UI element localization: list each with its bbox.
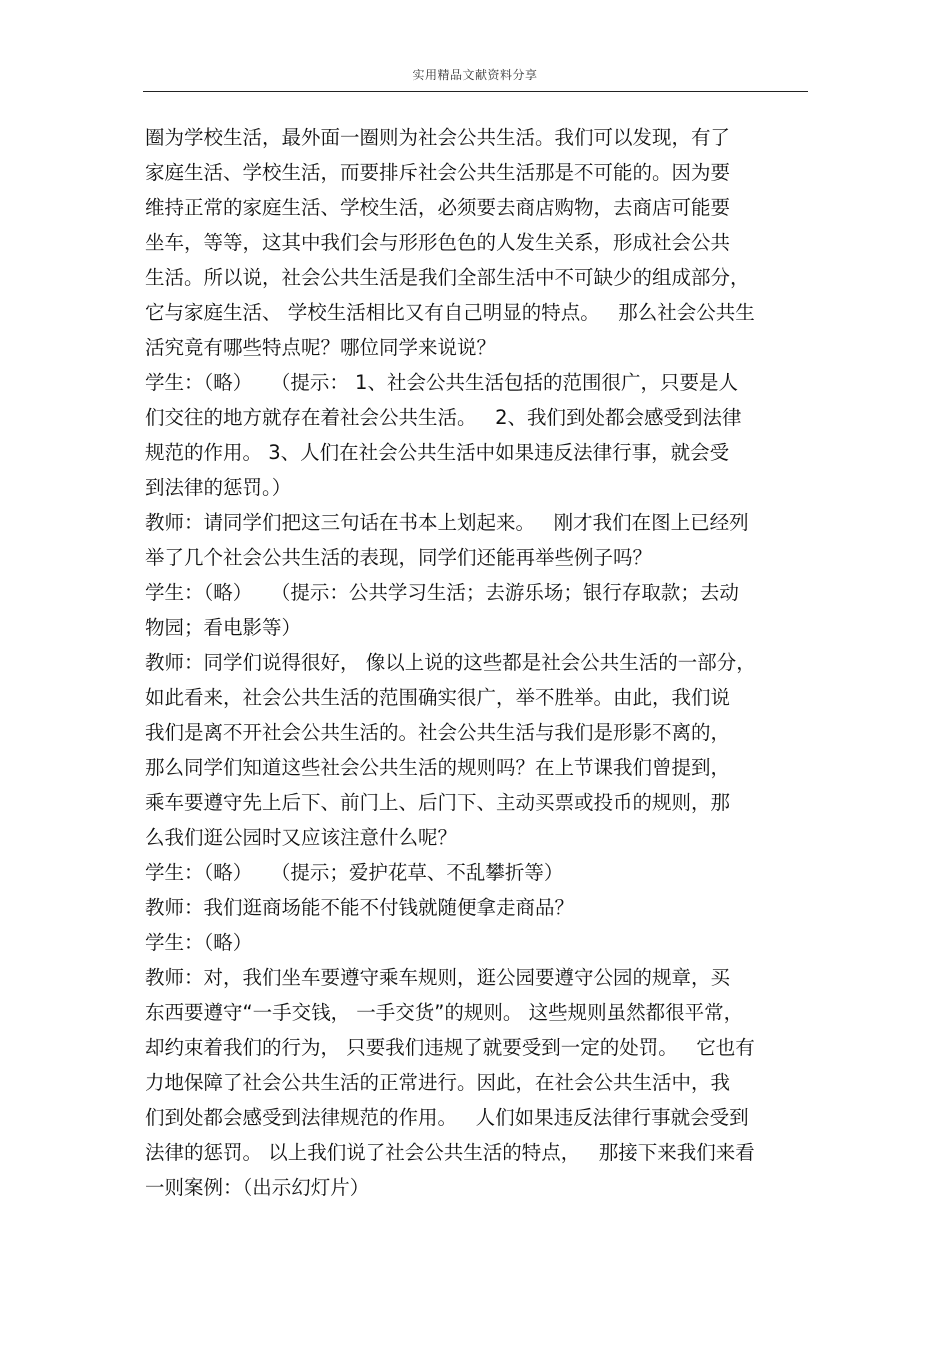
- text-line: 教师：请同学们把这三句话在书本上划起来。 刚才我们在图上已经列: [145, 511, 749, 534]
- text-line: 家庭生活、学校生活，而要排斥社会公共生活那是不可能的。因为要: [145, 161, 731, 184]
- text-line: 那么同学们知道这些社会公共生活的规则吗？在上节课我们曾提到，: [145, 756, 731, 779]
- text-line: 们到处都会感受到法律规范的作用。 人们如果违反法律行事就会受到: [145, 1106, 749, 1129]
- text-line: 教师：对，我们坐车要遵守乘车规则，逛公园要遵守公园的规章，买: [145, 966, 731, 989]
- text-line: 规范的作用。 3、人们在社会公共生活中如果违反法律行事，就会受: [145, 441, 730, 464]
- text-line: 东西要遵守“一手交钱， 一手交货”的规则。 这些规则虽然都很平常，: [145, 1001, 744, 1024]
- text-line: 一则案例：（出示幻灯片）: [145, 1176, 370, 1199]
- text-line: 圈为学校生活，最外面一圈则为社会公共生活。我们可以发现，有了: [145, 126, 731, 149]
- text-line: 我们是离不开社会公共生活的。社会公共生活与我们是形影不离的，: [145, 721, 731, 744]
- text-line: 学生：（略） （提示；爱护花草、不乱攀折等）: [145, 861, 564, 884]
- text-line: 学生：（略） （提示：公共学习生活；去游乐场；银行存取款；去动: [145, 581, 739, 604]
- document-body: [145, 120, 815, 1205]
- text-line: 坐车，等等，这其中我们会与形形色色的人发生关系，形成社会公共: [145, 231, 731, 254]
- text-line: 举了几个社会公共生活的表现，同学们还能再举些例子吗？: [145, 546, 653, 569]
- page-header: 实用精品文献资料分享: [412, 68, 538, 82]
- text-line: 学生：（略） （提示： 1、社会公共生活包括的范围很广，只要是人: [145, 371, 738, 394]
- text-line: 生活。所以说，社会公共生活是我们全部生活中不可缺少的组成部分，: [145, 266, 750, 289]
- text-line: 教师：我们逛商场能不能不付钱就随便拿走商品？: [145, 896, 575, 919]
- text-line: 么我们逛公园时又应该注意什么呢？: [145, 826, 458, 849]
- text-line: 们交往的地方就存在着社会公共生活。 2、我们到处都会感受到法律: [145, 406, 742, 429]
- text-line: 活究竟有哪些特点呢？哪位同学来说说？: [145, 336, 497, 359]
- text-line: 却约束着我们的行为， 只要我们违规了就要受到一定的处罚。 它也有: [145, 1036, 755, 1059]
- text-line: 如此看来，社会公共生活的范围确实很广，举不胜举。由此，我们说: [145, 686, 731, 709]
- text-line: 到法律的惩罚。）: [145, 476, 292, 499]
- text-line: 法律的惩罚。 以上我们说了社会公共生活的特点， 那接下来我们来看: [145, 1141, 755, 1164]
- text-line: 乘车要遵守先上后下、前门上、后门下、主动买票或投币的规则，那: [145, 791, 731, 814]
- text-line: 维持正常的家庭生活、学校生活，必须要去商店购物，去商店可能要: [145, 196, 731, 219]
- header-divider: [143, 91, 808, 92]
- text-line: 学生：（略）: [145, 931, 253, 954]
- text-line: 它与家庭生活、 学校生活相比又有自己明显的特点。 那么社会公共生: [145, 301, 755, 324]
- text-line: 物园；看电影等）: [145, 616, 302, 639]
- text-line: 教师：同学们说得很好， 像以上说的这些都是社会公共生活的一部分，: [145, 651, 756, 674]
- text-line: 力地保障了社会公共生活的正常进行。因此，在社会公共生活中，我: [145, 1071, 731, 1094]
